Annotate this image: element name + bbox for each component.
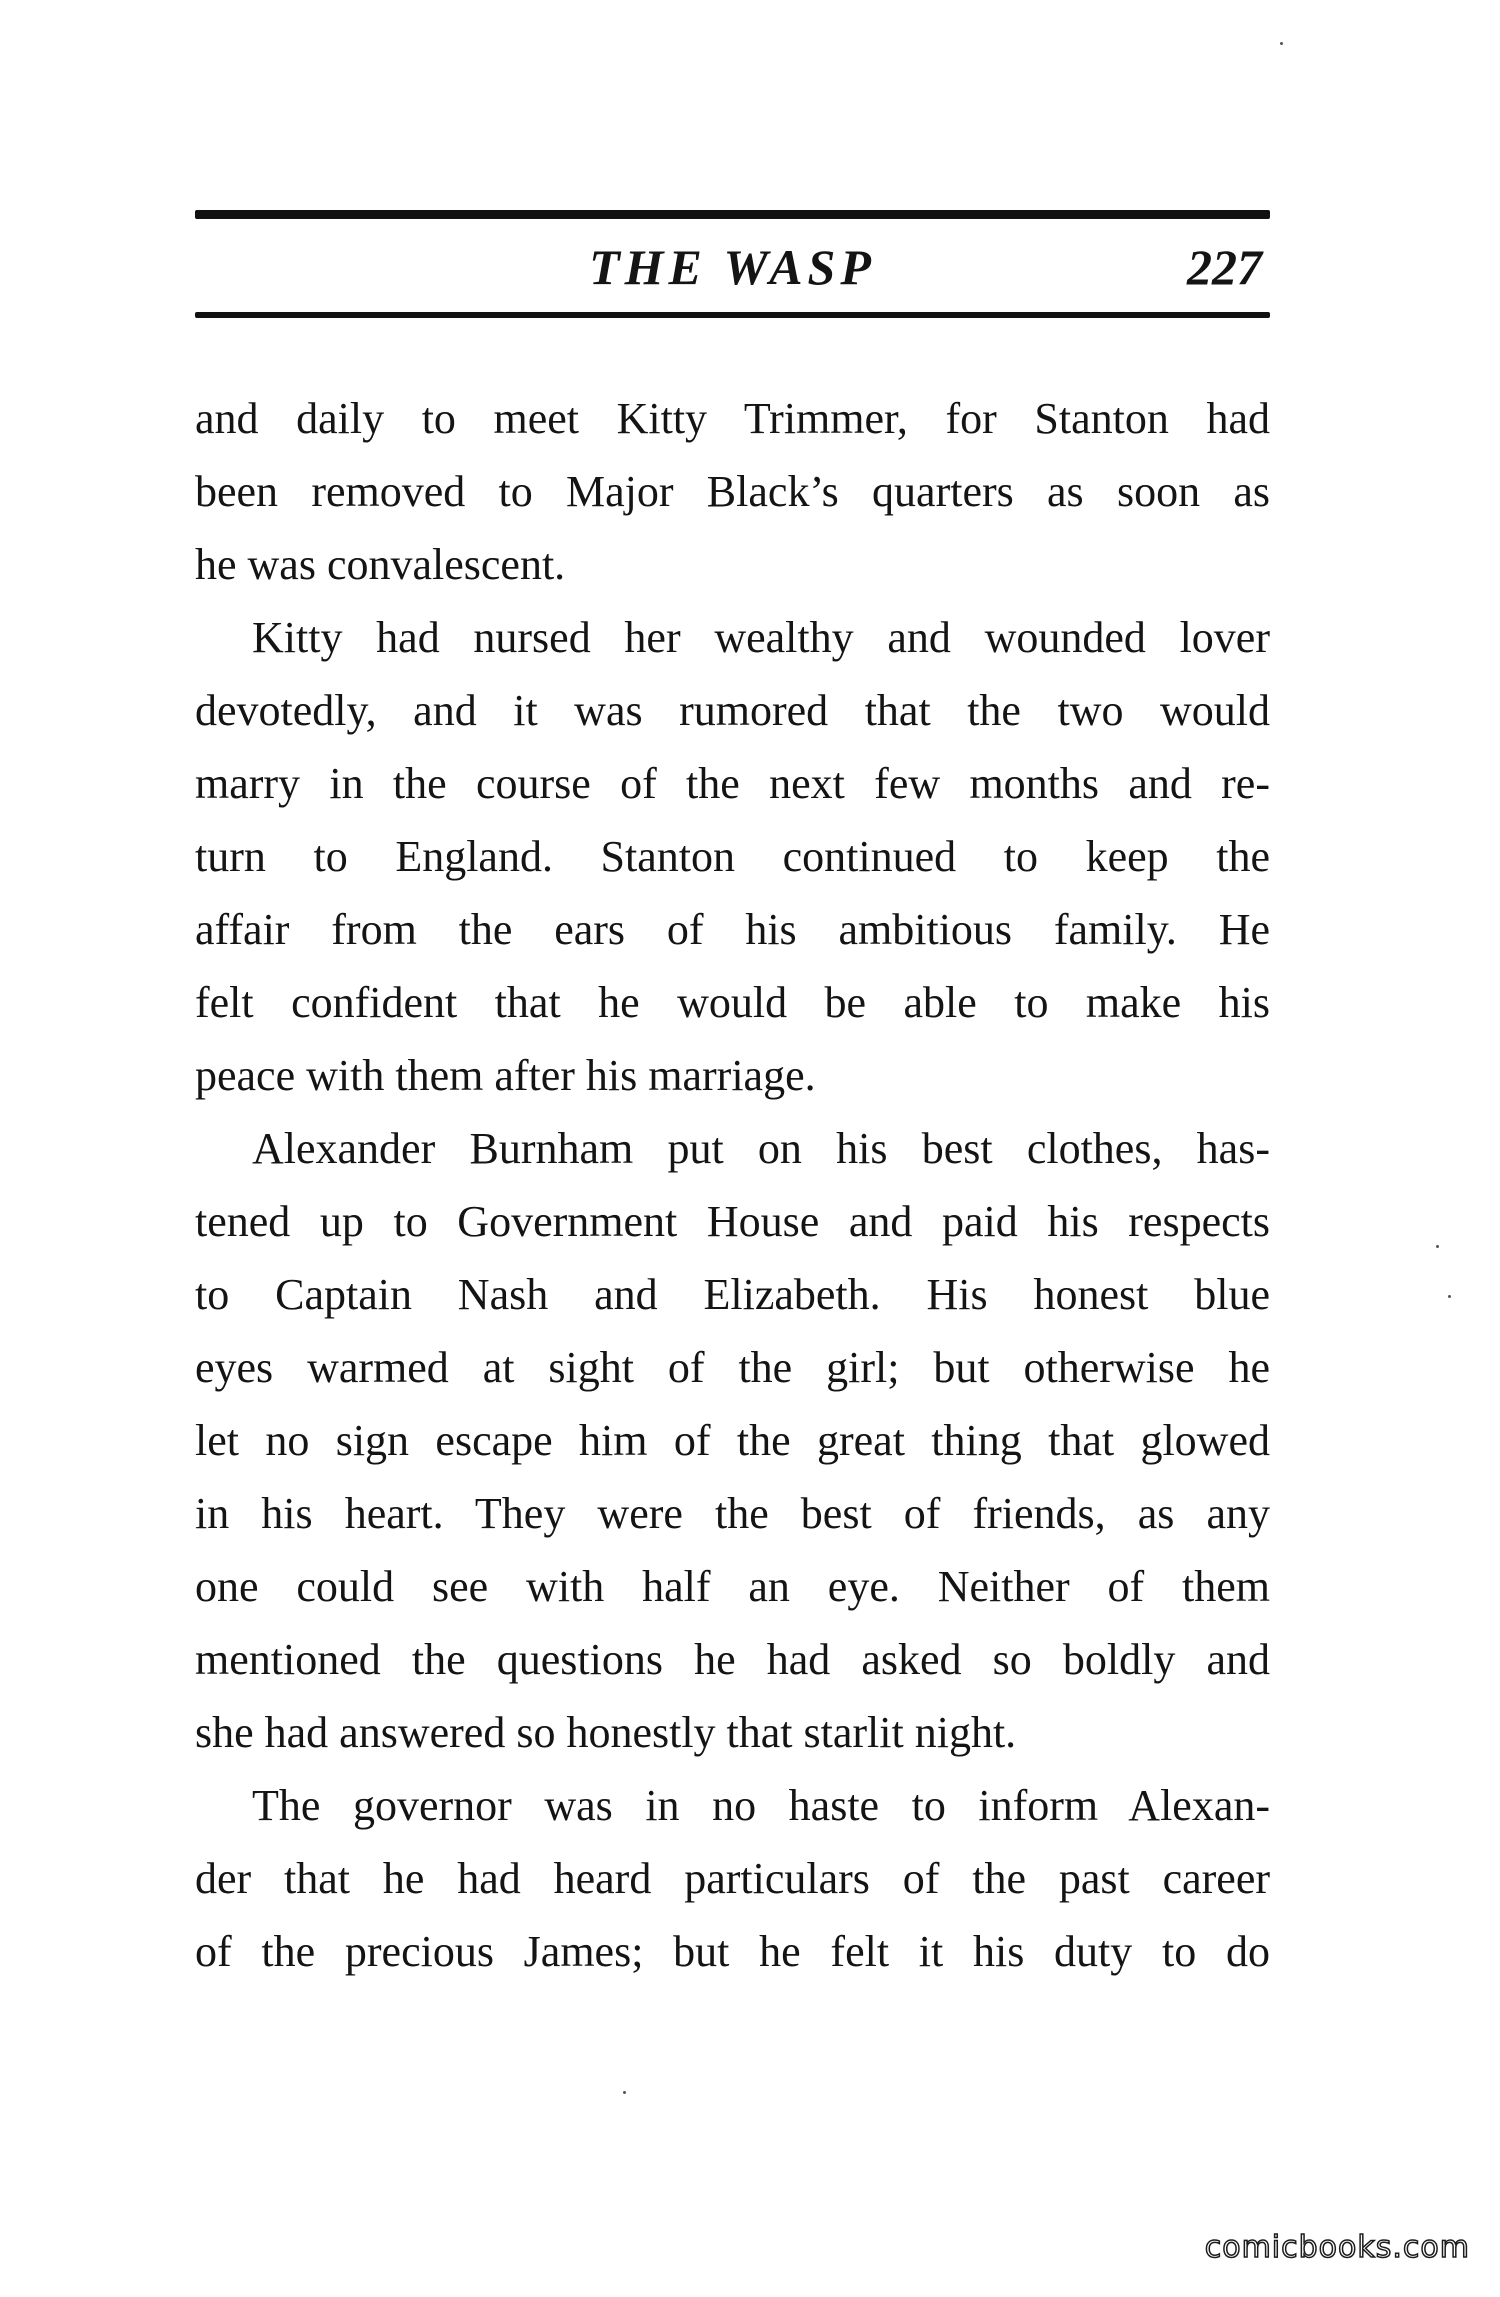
print-speck [1280, 42, 1283, 45]
text-line: Alexander Burnham put on his best clothes, has- [252, 1124, 1270, 1173]
text-line: he was convalescent. [195, 540, 566, 589]
header-top-rule [195, 210, 1270, 219]
text-line: of the precious James; but he felt it his duty to do [195, 1927, 1270, 1976]
watermark-logo: comicbooks.com [1204, 2230, 1470, 2265]
print-speck [623, 2091, 626, 2094]
print-speck [1436, 1245, 1439, 1248]
running-head [195, 232, 1270, 302]
text-line: eyes warmed at sight of the girl; but otherwise he [195, 1343, 1270, 1392]
text-line: devotedly, and it was rumored that the two would [195, 686, 1270, 735]
text-line: peace with them after his marriage. [195, 1051, 816, 1100]
text-line: felt confident that he would be able to make his [195, 978, 1270, 1027]
body-text [195, 382, 1270, 1988]
text-line: der that he had heard particulars of the past career [195, 1854, 1270, 1903]
page-number: 227 [1187, 239, 1262, 295]
running-title: THE WASP [589, 239, 876, 295]
text-line: she had answered so honestly that starlit night. [195, 1708, 1017, 1757]
text-line: affair from the ears of his ambitious family. He [195, 905, 1270, 954]
text-line: marry in the course of the next few months and re- [195, 759, 1270, 808]
text-line: turn to England. Stanton continued to keep the [195, 832, 1270, 881]
text-line: let no sign escape him of the great thing that glowed [195, 1416, 1270, 1465]
text-line: tened up to Government House and paid his respects [195, 1197, 1270, 1246]
print-speck [1448, 1295, 1451, 1298]
text-line: The governor was in no haste to inform Alexan- [252, 1781, 1270, 1830]
text-line: and daily to meet Kitty Trimmer, for Stanton had [195, 394, 1270, 443]
text-line: in his heart. They were the best of friends, as any [195, 1489, 1270, 1538]
text-line: one could see with half an eye. Neither of them [195, 1562, 1270, 1611]
header-bottom-rule [195, 312, 1270, 318]
text-line: to Captain Nash and Elizabeth. His honest blue [195, 1270, 1270, 1319]
text-line: Kitty had nursed her wealthy and wounded lover [252, 613, 1270, 662]
text-line: been removed to Major Black’s quarters as soon as [195, 467, 1270, 516]
text-line: mentioned the questions he had asked so boldly and [195, 1635, 1270, 1684]
